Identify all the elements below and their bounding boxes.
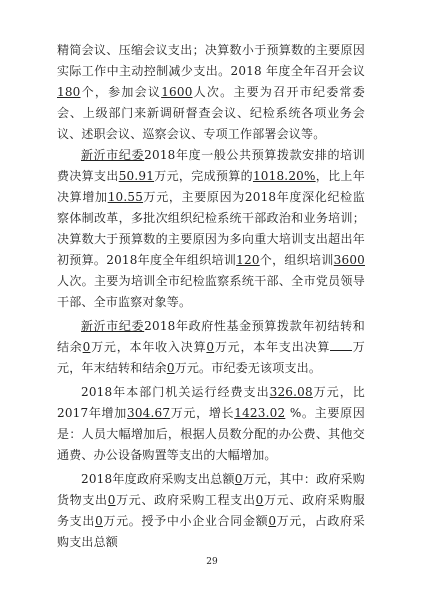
text: 人次。主要为召开市纪委常委会、上级部门来新调研督查会议、纪检系统各项业务会议、述职会议、巡察会议、专项工作部署会议等。: [57, 85, 365, 141]
operating-pct: 1423.02: [234, 406, 286, 420]
text: 万元。市纪委无该项支出。: [174, 361, 322, 375]
org-name: 新沂市纪委: [81, 319, 145, 333]
yearend-value: 0: [166, 361, 175, 375]
page-body: [57, 40, 365, 553]
carryover-value: 0: [82, 340, 91, 354]
text: 万元，占政府采购支出总额: [57, 514, 365, 549]
meeting-count: 180: [57, 85, 81, 99]
operating-increase: 304.67: [126, 406, 171, 420]
paragraph-procurement: [57, 469, 365, 553]
training-increase: 10.55: [107, 190, 144, 204]
text: 万元，其中：政府采购货物支出: [57, 472, 365, 507]
sme-value: 0: [268, 514, 277, 528]
text: 万元、政府采购工程支出: [115, 493, 256, 507]
text: 万元，本年收入决算: [90, 340, 207, 354]
text: 2018年本部门机关运行经费支出: [81, 385, 270, 399]
paragraph-operating: [57, 382, 365, 466]
text: 2018年度政府采购支出总额: [81, 472, 235, 486]
training-count: 120: [236, 253, 260, 267]
text: 2018年度一般公共预算拨款安排的培训费决算支出: [57, 148, 365, 183]
text: %。主要原因是：人员大幅增加后，根据人员数分配的办公费、其他交通费、办公设备购置等支出的大幅增加。: [57, 406, 365, 462]
text: 万元，年末结转和结余: [57, 340, 365, 375]
blank-field: [330, 338, 352, 351]
operating-spend: 326.08: [269, 385, 313, 399]
paragraph-meetings: [57, 40, 365, 145]
page-number: 29: [206, 557, 218, 567]
goods-value: 0: [107, 493, 116, 507]
text: 万元，比2017年增加: [57, 385, 365, 420]
training-pct: 1018.20%: [252, 169, 316, 183]
income-value: 0: [206, 340, 215, 354]
text: 万元。授予中小企业合同金额: [102, 514, 269, 528]
text: 万元，增长: [170, 406, 235, 420]
services-value: 0: [95, 514, 103, 528]
text: ，比上年决算增加: [57, 169, 365, 204]
procurement-total: 0: [234, 472, 243, 486]
attendee-count: 1600: [161, 85, 193, 99]
text: 万元，完成预算的: [154, 169, 253, 183]
works-value: 0: [255, 493, 264, 507]
text: 万元，主要原因为2018年度深化纪检监察体制改革，多批次组织纪检系统干部政治和业务培训；决算数大于预算数的主要原因为多向重大培训支出超出年初预算。2018年度全年组织培训: [57, 190, 365, 267]
text: 精简会议、压缩会议支出；决算数小于预算数的主要原因实际工作中主动控制减少支出。2018 年度全年召开会议: [57, 43, 365, 78]
text: 2018年政府性基金预算拨款年初结转和结余: [57, 319, 365, 354]
text: 个，参加会议: [80, 85, 162, 99]
text: 个，组织培训: [259, 253, 334, 267]
text: 万元，本年支出决算: [214, 340, 331, 354]
training-spend: 50.91: [118, 169, 155, 183]
text: 人次。主要为培训全市纪检监察系统干部、全市党员领导干部、全市监察对象等。: [57, 274, 365, 309]
text: 万元、政府采购服务支出: [57, 493, 365, 528]
trainee-count: 3600: [333, 253, 365, 267]
paragraph-fund: [57, 316, 365, 379]
org-name: 新沂市纪委: [81, 148, 145, 162]
paragraph-training: [57, 145, 365, 313]
